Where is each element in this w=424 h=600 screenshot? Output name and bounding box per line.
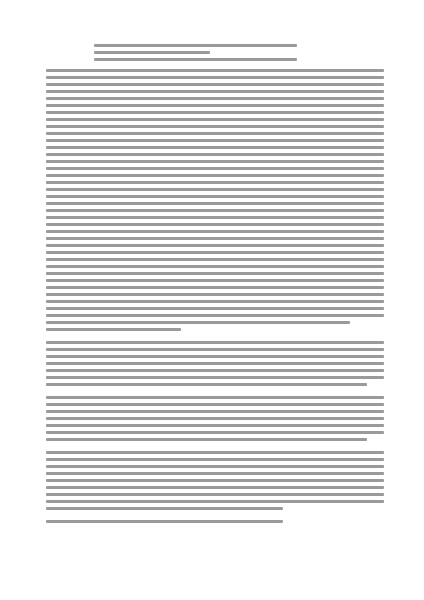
contact-channel-item <box>46 47 384 54</box>
contact-channel-item <box>46 54 384 61</box>
contact-channel-item <box>46 40 384 47</box>
objective-item <box>46 447 384 510</box>
contact-channel-list <box>46 40 384 61</box>
objective-item <box>46 392 384 441</box>
objective-item <box>46 516 384 523</box>
objective-list <box>46 337 384 523</box>
objective-item <box>46 337 384 386</box>
intro-paragraph <box>46 65 384 324</box>
